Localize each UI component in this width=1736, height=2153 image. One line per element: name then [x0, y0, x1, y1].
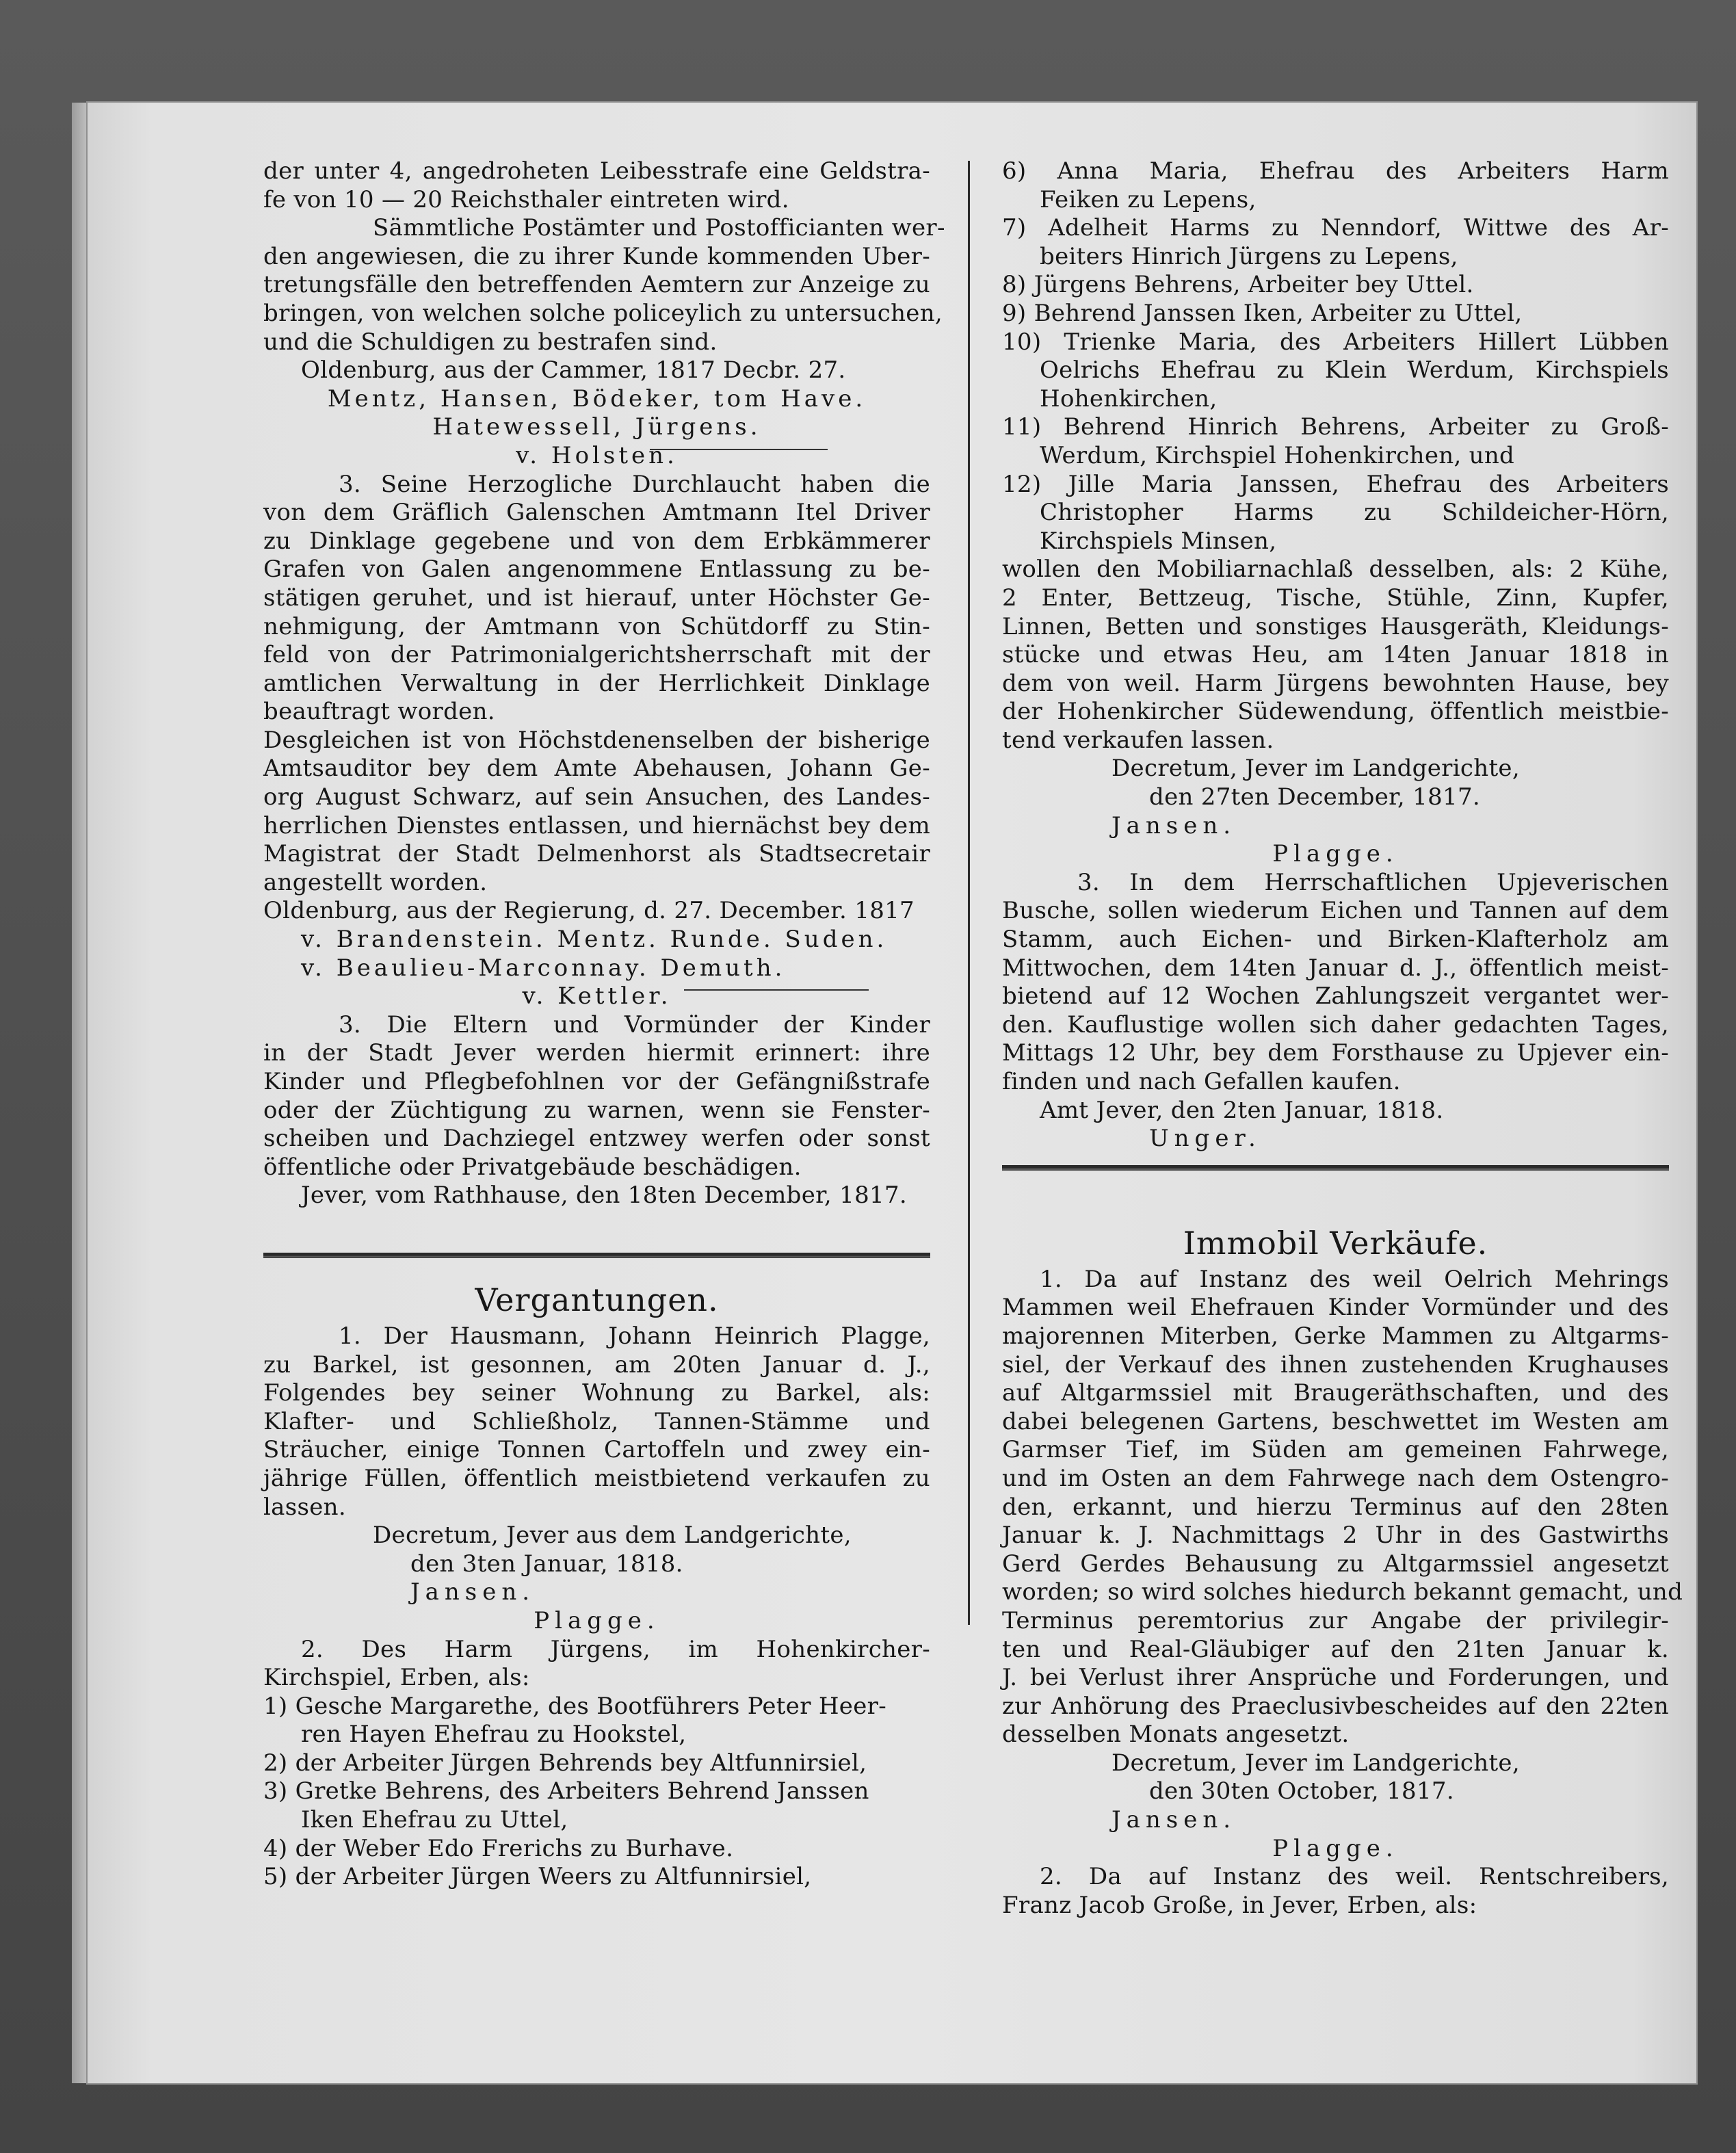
text-line: herrlichen Dienstes entlassen, und hiernächst bey dem — [263, 811, 930, 839]
text-line: bietend auf 12 Wochen Zahlungszeit vergantet wer- — [1002, 982, 1669, 1010]
text-line: desselben Monats angesetzt. — [1002, 1721, 1350, 1749]
signature-line: Plagge. — [1272, 840, 1399, 868]
text-line: Magistrat der Stadt Delmenhorst als Stadtsecretair — [263, 840, 930, 868]
text-line: wollen den Mobiliarnachlaß desselben, als: 2 Kühe, — [1002, 556, 1669, 584]
list-item: beiters Hinrich Jürgens zu Lepens, — [1040, 242, 1458, 270]
text-line: org August Schwarz, auf sein Ansuchen, des Landes- — [263, 783, 930, 811]
list-item: Kirchspiels Minsen, — [1040, 527, 1277, 555]
text-line: Grafen von Galen angenommene Entlassung zu be- — [263, 556, 930, 584]
text-line: Kinder und Pflegbefohlnen vor der Gefängnißstrafe — [263, 1068, 930, 1095]
text-line: tretungsfälle den betreffenden Aemtern zur Anzeige zu — [263, 271, 930, 299]
signature-line: Jansen. — [1112, 1806, 1237, 1834]
text-line: Januar k. J. Nachmittags 2 Uhr in des Gastwirths — [1002, 1522, 1669, 1550]
text-line: Sträucher, einige Tonnen Cartoffeln und zwey ein- — [263, 1436, 930, 1464]
text-line: zur Anhörung des Praeclusivbescheides auf den 22ten — [1002, 1692, 1669, 1720]
list-item: 7) Adelheit Harms zu Nenndorf, Wittwe des Ar- — [1002, 214, 1669, 242]
list-item: 4) der Weber Edo Frerichs zu Burhave. — [263, 1834, 734, 1862]
text-line: Desgleichen ist von Höchstdenenselben der bisherige — [263, 726, 930, 754]
list-item: Iken Ehefrau zu Uttel, — [301, 1806, 568, 1834]
section-gap — [263, 1210, 930, 1266]
text-line: in der Stadt Jever werden hiermit erinnert: ihre — [263, 1039, 930, 1067]
text-line: 2 Enter, Bettzeug, Tische, Stühle, Zinn, Kupfer, — [1002, 584, 1669, 612]
list-item: 1) Gesche Margarethe, des Bootführers Peter Heer- — [263, 1692, 886, 1720]
signature-line: v. Beaulieu-Marconnay. Demuth. — [301, 954, 786, 982]
text-line: zu Barkel, ist gesonnen, am 20ten Januar d. J., — [263, 1350, 930, 1379]
dateline: Oldenburg, aus der Regierung, d. 27. December. 1817 — [263, 897, 915, 925]
text-line: zu Dinklage gegebene und von dem Erbkämmerer — [263, 527, 930, 555]
text-line: jährige Füllen, öffentlich meistbietend verkaufen zu — [263, 1464, 930, 1492]
text-line: nehmigung, der Amtmann von Schütdorff zu Stin- — [263, 612, 930, 640]
text-line: dabei belegenen Gartens, beschwettet im Westen am — [1002, 1407, 1669, 1435]
text-line: Folgendes bey seiner Wohnung zu Barkel, als: — [263, 1379, 930, 1407]
list-item: Oelrichs Ehefrau zu Klein Werdum, Kirchspiels — [1040, 356, 1669, 384]
dateline: Oldenburg, aus der Cammer, 1817 Decbr. 27. — [301, 356, 846, 384]
list-item: 3) Gretke Behrens, des Arbeiters Behrend Janssen — [263, 1777, 869, 1805]
text-line: Mittwochen, dem 14ten Januar d. J., öffentlich meist- — [1002, 954, 1669, 982]
text-line: beauftragt worden. — [263, 698, 495, 726]
text-line: und im Osten an dem Fahrwege nach dem Ostengro- — [1002, 1464, 1669, 1492]
list-item: Feiken zu Lepens, — [1040, 185, 1257, 213]
list-item: 9) Behrend Janssen Iken, Arbeiter zu Uttel, — [1002, 299, 1523, 327]
dateline: Jever, vom Rathhause, den 18ten December, 1817. — [301, 1182, 907, 1210]
text-line: feld von der Patrimonialgerichtsherrschaft mit der — [263, 641, 930, 669]
right-column — [1002, 157, 1683, 1920]
list-item: 12) Jille Maria Janssen, Ehefrau des Arbeiters — [1002, 470, 1669, 498]
text-line: tend verkaufen lassen. — [1002, 726, 1274, 754]
text-line: Mammen weil Ehefrauen Kinder Vormünder und des — [1002, 1294, 1669, 1322]
text-line: der Hohenkircher Südewendung, öffentlich meistbie- — [1002, 698, 1669, 726]
list-item: 6) Anna Maria, Ehefrau des Arbeiters Harm — [1002, 157, 1669, 185]
list-item: 5) der Arbeiter Jürgen Weers zu Altfunnirsiel, — [263, 1863, 812, 1891]
list-item: Werdum, Kirchspiel Hohenkirchen, und — [1040, 441, 1515, 469]
text-line: den angewiesen, die zu ihrer Kunde kommenden Uber- — [263, 242, 930, 270]
decretum-line: Decretum, Jever im Landgerichte, — [1112, 1749, 1520, 1777]
section-gap — [1002, 1153, 1669, 1210]
text-line: stücke und etwas Heu, am 14ten Januar 1818 in — [1002, 641, 1669, 669]
list-item: 8) Jürgens Behrens, Arbeiter bey Uttel. — [1002, 271, 1474, 299]
text-line: angestellt worden. — [263, 868, 488, 896]
section-heading: Vergantungen. — [475, 1281, 719, 1318]
text-line: amtlichen Verwaltung in der Herrlichkeit Dinklage — [263, 669, 930, 697]
signature-line: Unger. — [1149, 1125, 1261, 1153]
text-line: den, erkannt, und hierzu Terminus auf den 28ten — [1002, 1493, 1669, 1521]
date-line: den 3ten Januar, 1818. — [410, 1550, 683, 1578]
text-line: Linnen, Betten und sonstiges Hausgeräth, Kleidungs- — [1002, 612, 1669, 640]
text-line: ten und Real-Gläubiger auf den 21ten Januar k. — [1002, 1635, 1669, 1663]
left-column — [263, 157, 945, 1892]
text-line: den. Kauflustige wollen sich daher gedachten Tages, — [1002, 1010, 1669, 1039]
text-line: Amtsauditor bey dem Amte Abehausen, Johann Ge- — [263, 755, 930, 783]
list-item: Christopher Harms zu Schildeicher-Hörn, — [1040, 499, 1669, 527]
text-line: J. bei Verlust ihrer Ansprüche und Forderungen, und — [1002, 1664, 1669, 1692]
column-divider — [968, 161, 970, 1625]
signature-line: Plagge. — [534, 1606, 660, 1634]
date-line: den 30ten October, 1817. — [1149, 1777, 1454, 1805]
decretum-line: Decretum, Jever aus dem Landgerichte, — [373, 1522, 852, 1550]
text-line: Klafter- und Schließholz, Tannen-Stämme und — [263, 1407, 930, 1435]
text-line: 2. Da auf Instanz des weil. Rentschreibers, — [1040, 1863, 1669, 1891]
text-line: dem von weil. Harm Jürgens bewohnten Hause, bey — [1002, 669, 1669, 697]
text-line: 1. Der Hausmann, Johann Heinrich Plagge, — [339, 1322, 930, 1350]
signature-line: Jansen. — [410, 1578, 536, 1606]
list-item: 10) Trienke Maria, des Arbeiters Hillert Lübben — [1002, 328, 1669, 356]
text-line: Mittags 12 Uhr, bey dem Forsthause zu Upjever ein- — [1002, 1039, 1669, 1067]
decretum-line: Decretum, Jever im Landgerichte, — [1112, 755, 1520, 783]
signature-line: Jansen. — [1112, 811, 1237, 839]
signature-line: Plagge. — [1272, 1834, 1399, 1862]
dateline: Amt Jever, den 2ten Januar, 1818. — [1040, 1096, 1444, 1124]
list-item: 11) Behrend Hinrich Behrens, Arbeiter zu Groß- — [1002, 413, 1669, 441]
text-line: oder der Züchtigung zu warnen, wenn sie Fenster- — [263, 1096, 930, 1124]
list-item: ren Hayen Ehefrau zu Hookstel, — [301, 1721, 687, 1749]
text-line: 3. In dem Herrschaftlichen Upjeverischen — [1077, 868, 1669, 896]
text-line: fe von 10 — 20 Reichsthaler eintreten wird. — [263, 185, 789, 213]
list-item: Hohenkirchen, — [1040, 384, 1218, 413]
text-line: Gerd Gerdes Behausung zu Altgarmssiel angesetzt — [1002, 1550, 1669, 1578]
text-line: worden; so wird solches hiedurch bekannt gemacht, und — [1002, 1578, 1683, 1606]
text-line: und die Schuldigen zu bestrafen sind. — [263, 328, 718, 356]
text-line: von dem Gräflich Galenschen Amtmann Itel Driver — [263, 499, 930, 527]
text-line: siel, der Verkauf des ihnen zustehenden Krughauses — [1002, 1350, 1669, 1379]
text-line: der unter 4, angedroheten Leibesstrafe eine Geldstra- — [263, 157, 930, 185]
text-line: auf Altgarmssiel mit Braugeräthschaften, und des — [1002, 1379, 1669, 1407]
text-line: öffentliche oder Privatgebäude beschädigen. — [263, 1153, 802, 1181]
signature-line: Mentz, Hansen, Bödeker, tom Have. — [327, 384, 867, 413]
signature-line: Hatewessell, Jürgens. — [432, 413, 761, 441]
text-line: Terminus peremtorius zur Angabe der privilegir- — [1002, 1606, 1669, 1634]
text-line: scheiben und Dachziegel entzwey werfen oder sonst — [263, 1125, 930, 1153]
date-line: den 27ten December, 1817. — [1149, 783, 1480, 811]
text-line: Franz Jacob Große, in Jever, Erben, als: — [1002, 1891, 1477, 1919]
text-line: finden und nach Gefallen kaufen. — [1002, 1068, 1401, 1095]
text-line: 2. Des Harm Jürgens, im Hohenkircher- — [301, 1635, 930, 1663]
signature-line: v. Brandenstein. Mentz. Runde. Suden. — [301, 926, 888, 954]
text-line: Stamm, auch Eichen- und Birken-Klafterholz am — [1002, 926, 1669, 954]
text-line: stätigen geruhet, und ist hierauf, unter Höchster Ge- — [263, 584, 930, 612]
text-line: 3. Die Eltern und Vormünder der Kinder — [339, 1010, 930, 1039]
text-line: Sämmtliche Postämter und Postofficianten wer- — [373, 214, 945, 242]
list-item: 2) der Arbeiter Jürgen Behrends bey Altfunnirsiel, — [263, 1749, 867, 1777]
text-line: 1. Da auf Instanz des weil Oelrich Mehrings — [1040, 1265, 1669, 1293]
text-line: lassen. — [263, 1493, 346, 1521]
text-line: Garmser Tief, im Süden am gemeinen Fahrwege, — [1002, 1436, 1669, 1464]
signature-line: v. Kettler. — [522, 982, 672, 1010]
text-line: Busche, sollen wiederum Eichen und Tannen auf dem — [1002, 897, 1669, 925]
text-line: 3. Seine Herzogliche Durchlaucht haben die — [339, 470, 930, 498]
text-line: Kirchspiel, Erben, als: — [263, 1664, 530, 1692]
text-line: majorennen Miterben, Gerke Mammen zu Altgarms- — [1002, 1322, 1669, 1350]
signature-line: v. Holsten. — [516, 441, 678, 469]
text-line: bringen, von welchen solche policeylich zu untersuchen, — [263, 299, 943, 327]
section-heading: Immobil Verkäufe. — [1183, 1224, 1488, 1262]
